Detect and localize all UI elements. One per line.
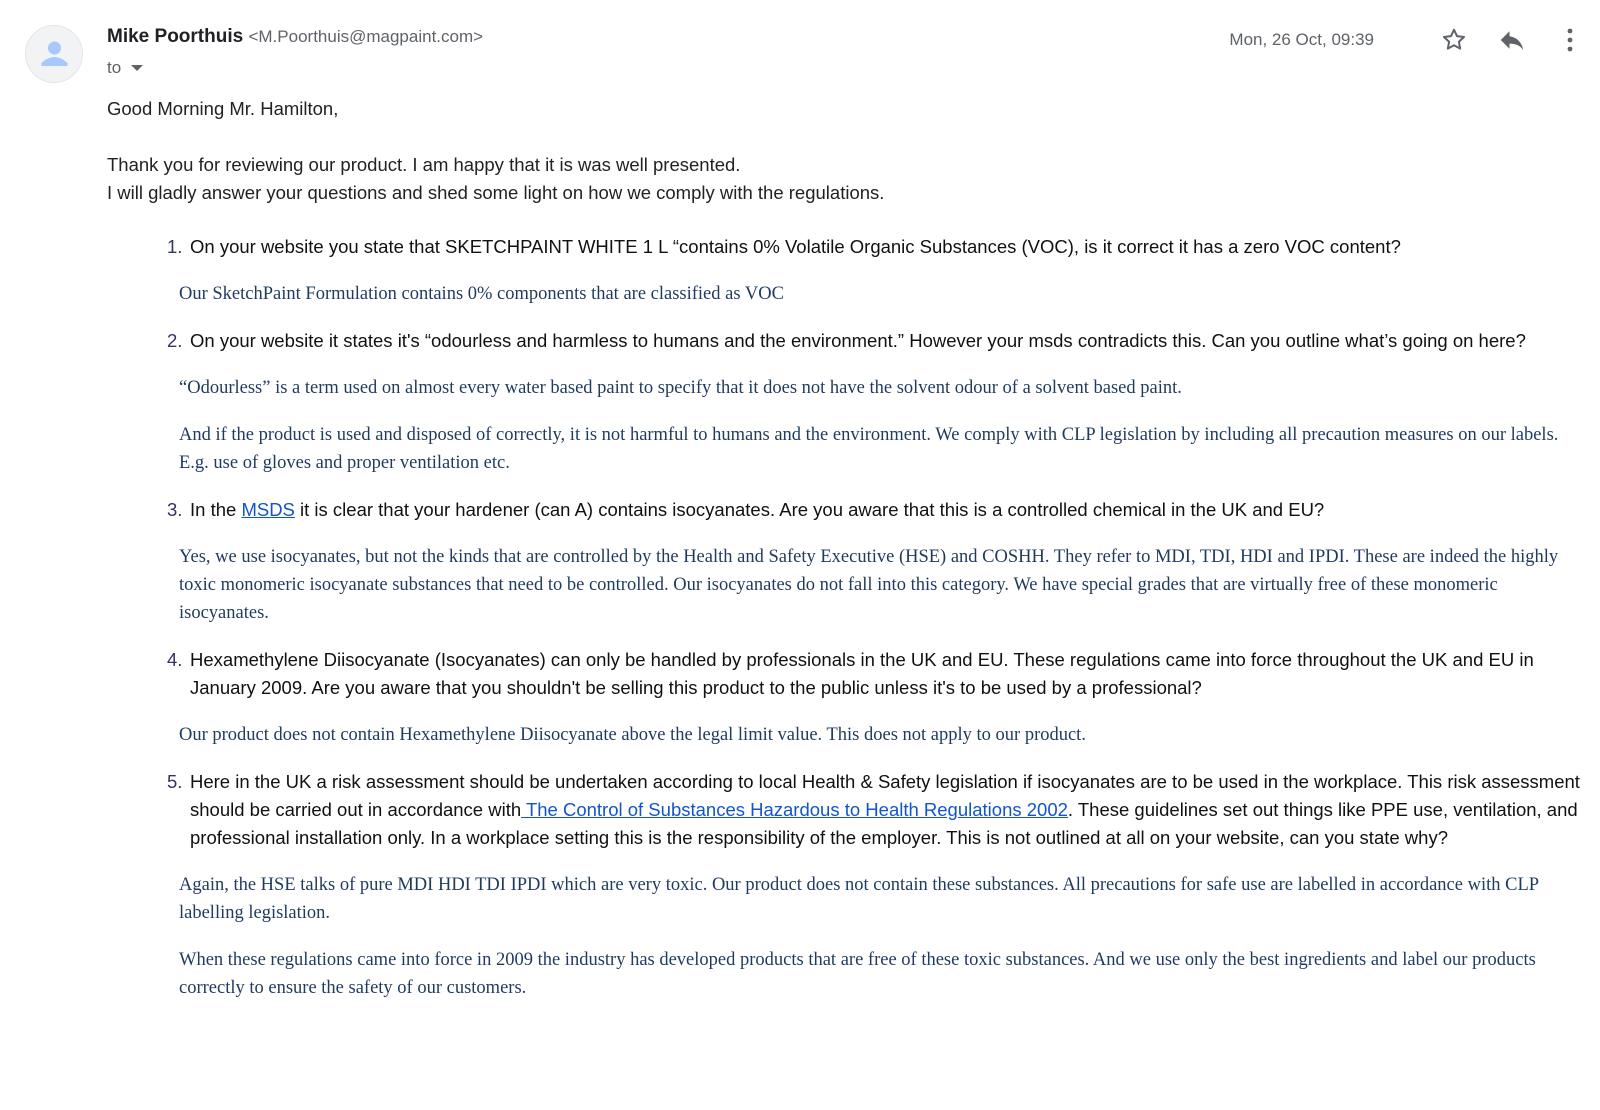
star-button[interactable] [1436,22,1472,58]
more-vert-icon [1566,27,1574,53]
question-text: On your website it states it's “odourless and harmless to humans and the environment.” However your msds contradicts this. Can you outline what’s going on here? [190,330,1526,351]
email-body [107,95,1587,1020]
question-number: 5. [167,771,183,792]
answer-2b: And if the product is used and disposed of correctly, it is not harmful to humans and the environment. We comply with CLP legislation by including all precaution measures on our labels. E.g. use of gloves and proper ventilation etc. [179,425,1559,473]
question-text-after: . These guidelines set out things like PPE use, ventilation, and professional installation only. In a workplace setting this is the responsibility of the employer. This is not outlined at all on your website, can you state why? [190,799,1578,848]
question-number: 2. [167,330,183,351]
answer-5b: When these regulations came into force in 2009 the industry has developed products that are free of these toxic substances. And we use only the best ingredients and label our products correctly to ensure the safety of our customers. [179,950,1536,998]
intro-line-2: I will gladly answer your questions and shed some light on how we comply with the regulations. [107,182,885,203]
reply-icon [1497,25,1527,55]
answer-1: Our SketchPaint Formulation contains 0% components that are classified as VOC [179,284,784,304]
sender-email: <M.Poorthuis@magpaint.com> [248,27,484,46]
question-text-after: it is clear that your hardener (can A) contains isocyanates. Are you aware that this is a controlled chemical in the UK and EU? [294,499,1325,520]
question-1 [107,233,1587,261]
question-number: 4. [167,649,183,670]
person-avatar-icon [26,26,83,83]
question-text-before: Here in the UK a risk assessment should be undertaken according to local Health & Safety legislation if isocyanates are to be used in the workplace. This risk assessment should be carried out in accordance with [190,771,1580,820]
email-date: Mon, 26 Oct, 09:39 [1229,30,1374,49]
msds-link[interactable]: MSDS [241,499,295,520]
greeting: Good Morning Mr. Hamilton, [107,98,339,119]
reply-button[interactable] [1494,22,1530,58]
sender-avatar[interactable] [25,25,83,83]
answer-2a: “Odourless” is a term used on almost every water based paint to specify that it does not have the solvent odour of a solvent based paint. [179,378,1182,398]
intro [107,151,1587,207]
question-number: 3. [167,499,183,520]
question-text-before: In the [190,499,242,520]
question-5 [107,768,1587,852]
questions-list [107,233,1587,1002]
question-text: Hexamethylene Diisocyanate (Isocyanates) can only be handled by professionals in the UK and EU. These regulations came into force throughout the UK and EU in January 2009. Are you aware that you shouldn't be selling this product to the public unless it's to be used by a professional? [190,649,1534,698]
more-options-button[interactable] [1552,22,1588,58]
question-2 [107,327,1587,355]
star-icon [1440,26,1468,54]
question-4 [107,646,1587,702]
coshh-regulations-link[interactable]: The Control of Substances Hazardous to Health Regulations 2002 [521,799,1068,820]
chevron-down-icon[interactable] [131,65,143,71]
question-number: 1. [167,236,183,257]
sender-name[interactable]: Mike Poorthuis [107,26,244,47]
question-text: On your website you state that SKETCHPAINT WHITE 1 L “contains 0% Volatile Organic Substances (VOC), is it correct it has a zero VOC content? [190,236,1401,257]
question-3 [107,496,1587,524]
recipient-details[interactable] [107,58,143,78]
intro-line-1: Thank you for reviewing our product. I am happy that it is was well presented. [107,154,741,175]
answer-4: Our product does not contain Hexamethylene Diisocyanate above the legal limit value. This does not apply to our product. [179,725,1086,745]
recipient-label: to [107,58,122,77]
answer-5a: Again, the HSE talks of pure MDI HDI TDI IPDI which are very toxic. Our product does not contain these substances. All precautions for safe use are labelled in accordance with CLP labelling legislation. [179,875,1539,923]
sender-line [107,26,483,48]
answer-3: Yes, we use isocyanates, but not the kinds that are controlled by the Health and Safety Executive (HSE) and COSHH. They refer to MDI, TDI, HDI and IPDI. These are indeed the highly toxic monomeric isocyanate substances that need to be controlled. Our isocyanates do not fall into this category. We have special grades that are virtually free of these monomeric isocyanates. [179,547,1559,623]
